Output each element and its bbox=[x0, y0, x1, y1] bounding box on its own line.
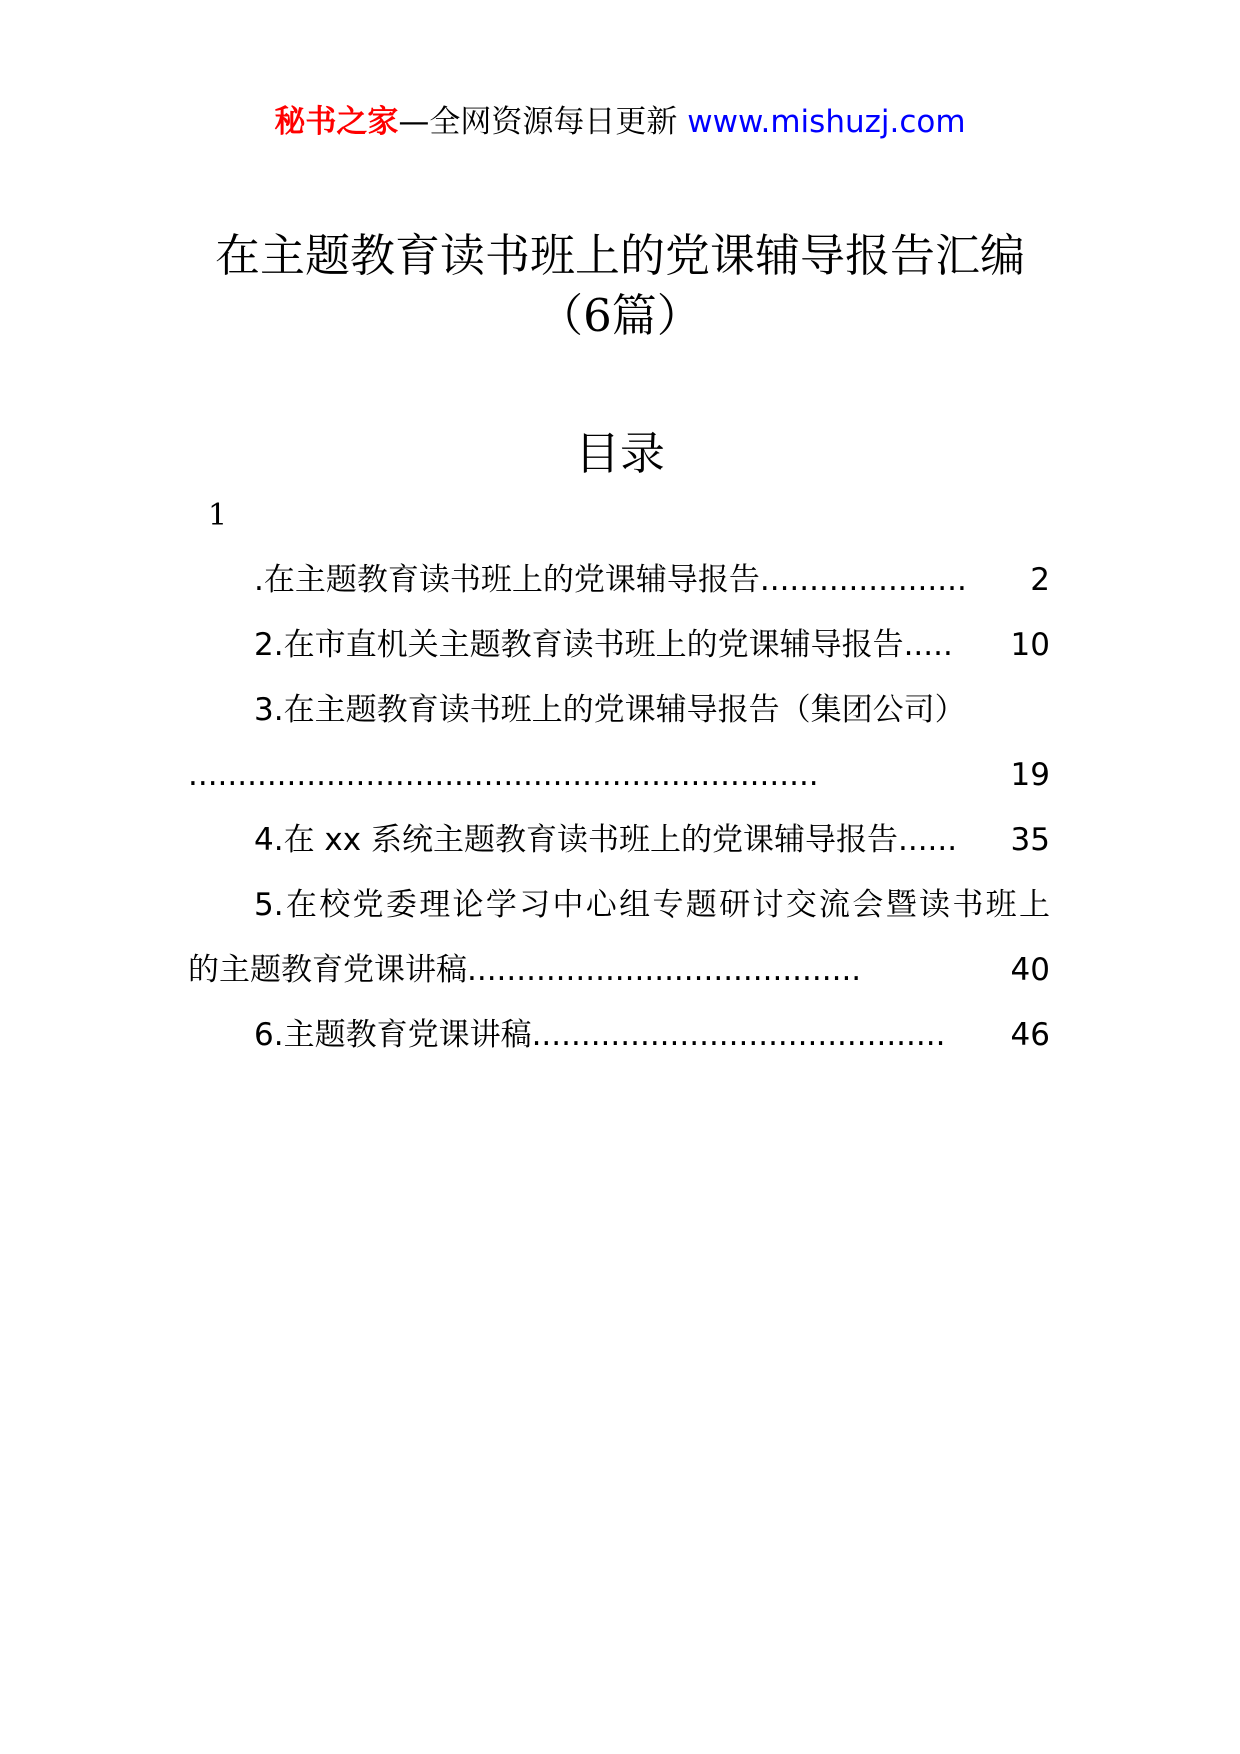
header-tagline: —全网资源每日更新 bbox=[398, 104, 678, 140]
title-line-2: （6篇） bbox=[538, 289, 702, 342]
toc-leader-dots: ..... bbox=[903, 627, 953, 663]
toc-entry-title-continued: 的主题教育党课讲稿 bbox=[188, 952, 467, 988]
toc-page-number: 2 bbox=[1030, 562, 1050, 598]
title-line-1: 在主题教育读书班上的党课辅导报告汇编 bbox=[214, 229, 1025, 282]
toc-entry-5-line-2[interactable] bbox=[188, 945, 1050, 1010]
toc-leader-dots: ..................... bbox=[759, 562, 967, 598]
brand-name: 秘书之家 bbox=[274, 104, 399, 140]
toc-entry-3-line-2[interactable] bbox=[188, 750, 1050, 815]
toc-entry-title: 4.在 xx 系统主题教育读书班上的党课辅导报告 bbox=[254, 822, 898, 858]
toc-entry-5-line-1[interactable] bbox=[188, 880, 1050, 945]
toc-page-number: 46 bbox=[1010, 1017, 1050, 1053]
toc-entry-title: 2.在市直机关主题教育读书班上的党课辅导报告 bbox=[254, 627, 904, 663]
toc-entry-title: .在主题教育读书班上的党课辅导报告 bbox=[254, 562, 760, 598]
toc-entry-title: 6.主题教育党课讲稿 bbox=[254, 1017, 532, 1053]
toc-page-number: 35 bbox=[1010, 822, 1050, 858]
table-of-contents bbox=[188, 555, 1050, 1075]
toc-entry-6[interactable] bbox=[188, 1010, 1050, 1075]
site-url-link[interactable]: www.mishuzj.com bbox=[687, 104, 966, 140]
toc-entry-1[interactable] bbox=[188, 555, 1050, 620]
toc-entry-2[interactable] bbox=[188, 620, 1050, 685]
toc-leader-dots: ................................................................ bbox=[188, 757, 819, 793]
header-banner bbox=[0, 100, 1240, 144]
toc-leader-dots: .......................................... bbox=[531, 1017, 946, 1053]
toc-page-number: 19 bbox=[1010, 757, 1050, 793]
toc-heading: 目录 bbox=[574, 427, 665, 480]
toc-entry-title: 5.在校党委理论学习中心组专题研讨交流会暨读书班上 bbox=[254, 887, 1050, 923]
toc-leader-dots: ...... bbox=[897, 822, 958, 858]
document-title bbox=[100, 226, 1140, 346]
toc-entry-4[interactable] bbox=[188, 815, 1050, 880]
toc-entry-3-line-1[interactable] bbox=[188, 685, 1050, 750]
toc-page-number: 10 bbox=[1010, 627, 1050, 663]
toc-page-number: 40 bbox=[1010, 952, 1050, 988]
toc-stray-number: 1 bbox=[208, 498, 228, 533]
toc-leader-dots: ........................................ bbox=[467, 952, 862, 988]
toc-entry-title: 3.在主题教育读书班上的党课辅导报告（集团公司） bbox=[254, 692, 966, 728]
